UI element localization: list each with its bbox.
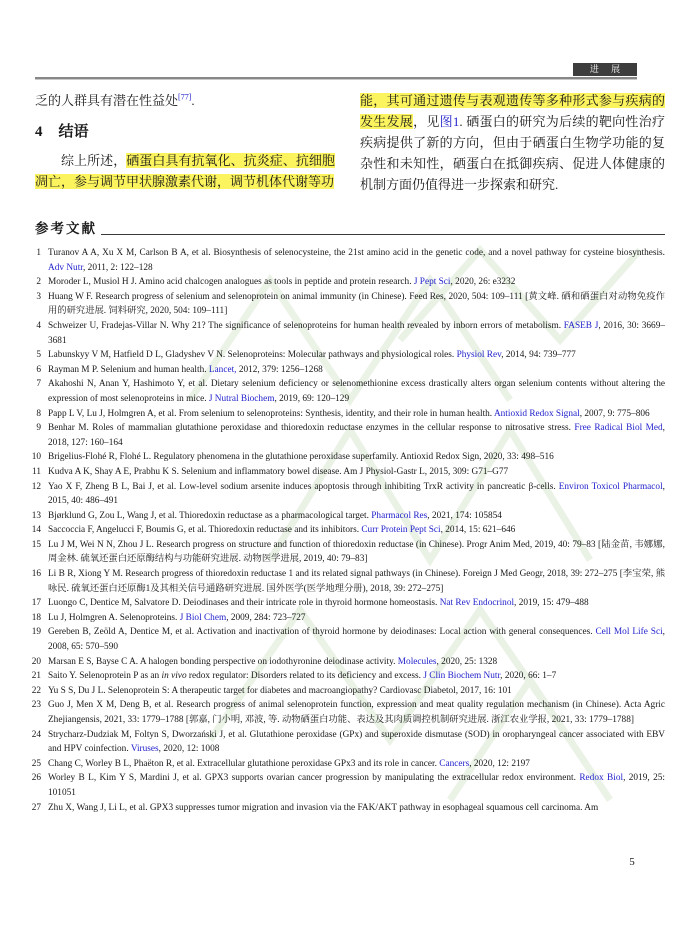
text-segment: , 2009, 284: 723–727	[226, 612, 306, 623]
reference-text	[48, 596, 665, 611]
reference-number: 11	[32, 466, 41, 477]
text-segment: , 2011, 2: 122–128	[83, 262, 153, 273]
reference-number: 20	[31, 656, 41, 667]
text-segment: Huang W F. Research progress of selenium and selenoprotein on animal immunity (in Chinese). Feed Res, 2020, 504: 109–111 [黄文峰. 硒和硒蛋白对动物免疫作用的研究进展. 饲料研究, 2020, 504: 109–111]	[48, 291, 665, 317]
text-segment: 硒蛋白具有抗氧化、抗炎症、抗细胞凋亡，参与调节甲状腺激素代谢，调节机体代谢等功	[35, 153, 335, 189]
reference-link[interactable]: Adv Nutr	[48, 262, 84, 273]
reference-number: 2	[36, 277, 41, 288]
reference-number: 18	[31, 612, 41, 623]
text-segment: , 2007, 9: 775–806	[579, 408, 650, 419]
reference-item	[28, 567, 665, 596]
text-segment: , 2015, 40: 486–491	[48, 481, 665, 507]
reference-text	[48, 377, 665, 406]
reference-text	[48, 771, 665, 800]
paragraph-continuation	[35, 90, 335, 111]
reference-number: 4	[36, 320, 41, 331]
text-segment: Saito Y. Selenoprotein P as an	[48, 671, 162, 682]
text-segment: Lu J, Holmgren A. Selenoproteins.	[48, 612, 180, 623]
reference-number: 12	[31, 481, 41, 492]
reference-text	[48, 348, 665, 363]
reference-item	[28, 523, 665, 538]
text-segment: , 2014, 15: 621–646	[440, 525, 516, 536]
text-segment: Saccoccia F, Angelucci F, Boumis G, et al. Thioredoxin reductase and its inhibitors.	[48, 525, 362, 536]
text-segment: Lu J M, Wei N N, Zhou J L. Research progress on structure and function of thioredoxin reductase (in Chinese). Progr Anim Med, 2019, 40: 79–83 [陆金苗, 韦娜娜, 周金林. 硫氧还蛋白还原酶结构与功能研究进展. 动物医学进展, 2019, 40: 79–83]	[48, 539, 665, 565]
page-number: 5	[629, 856, 635, 868]
reference-number: 1	[36, 248, 41, 258]
reference-link[interactable]: Viruses	[130, 744, 159, 755]
text-segment: Worley B L, Kim Y S, Mardini J, et al. GPX3 supports ovarian cancer progression by manipulating the extracellular redox environment.	[48, 773, 580, 784]
reference-text	[48, 407, 665, 422]
reference-text	[48, 538, 665, 567]
reference-text	[48, 480, 665, 509]
reference-item	[28, 655, 665, 670]
reference-link[interactable]: Antioxid Redox Signal	[493, 408, 580, 419]
reference-item	[28, 407, 665, 422]
reference-number: 16	[31, 569, 41, 580]
text-segment: Bjørklund G, Zou L, Wang J, et al. Thioredoxin reductase as a pharmacological target.	[48, 510, 372, 521]
references-header	[35, 217, 665, 237]
reference-text	[48, 421, 665, 450]
reference-text	[48, 319, 665, 348]
reference-number: 8	[36, 408, 41, 419]
reference-link[interactable]: J Biol Chem	[179, 612, 227, 623]
text-segment: redox regulator: Disorders related to its deficiency and excess.	[186, 671, 424, 682]
text-segment: Yu S S, Du J L. Selenoprotein S: A therapeutic target for diabetes and macroangiopathy? Cardiovasc Diabetol, 2017, 16: 101	[48, 685, 512, 696]
reference-text	[48, 363, 665, 378]
left-column	[35, 90, 335, 195]
references-section	[28, 217, 665, 815]
text-segment: Labunskyy V M, Hatfield D L, Gladyshev V N. Selenoproteins: Molecular pathways and physiological roles.	[48, 350, 457, 361]
reference-link[interactable]: Lancet,	[208, 364, 237, 375]
reference-link[interactable]: Environ Toxicol Pharmacol	[558, 481, 663, 492]
reference-link[interactable]: J Clin Biochem Nutr	[423, 671, 501, 682]
journal-column-badge: 进 展	[573, 63, 637, 76]
text-segment: ，见	[413, 114, 440, 129]
text-segment: in vivo	[161, 671, 187, 682]
reference-item	[28, 377, 665, 406]
references-list	[28, 246, 665, 815]
right-column	[360, 90, 665, 195]
citation-ref-link[interactable]: [77]	[178, 92, 192, 102]
reference-text	[48, 275, 665, 290]
reference-link[interactable]: 图1	[439, 114, 460, 129]
reference-text	[48, 509, 665, 524]
reference-link[interactable]: FASEB J	[563, 320, 599, 331]
text-segment: Schweizer U, Fradejas-Villar N. Why 21? The significance of selenoproteins for human health revealed by inborn errors of metabolism.	[48, 320, 564, 331]
text-segment: , 2016, 30: 3669–3681	[48, 320, 666, 346]
reference-item	[28, 450, 665, 465]
reference-text	[48, 523, 665, 538]
reference-text	[48, 611, 665, 626]
text-segment: Li B R, Xiong Y M. Research progress of thioredoxin reductase 1 and its related signal pathways (in Chinese). Foreign J Med Geogr, 2018, 39: 272–275 [李宝荣, 熊咏民. 硫氧还蛋白还原酶1及其相关信号通路研究进展. 国外医学(医学地理分册), 2018, 39: 272–275]	[48, 569, 665, 594]
text-segment: Papp L V, Lu J, Holmgren A, et al. From selenium to selenoproteins: Synthesis, identity, and their role in human health.	[48, 408, 494, 419]
reference-number: 21	[31, 671, 41, 682]
text-segment: Kudva A K, Shay A E, Prabhu K S. Selenium and inflammatory bowel disease. Am J Physiol-Gastr L, 2015, 309: G71–G77	[48, 466, 509, 477]
text-segment: Brigelius-Flohé R, Flohé L. Regulatory phenomena in the glutathione peroxidase superfamily. Antioxid Redox Sign, 2020, 33: 498–516	[48, 452, 554, 463]
reference-link[interactable]: Cell Mol Life Sci	[595, 627, 663, 638]
reference-number: 26	[31, 773, 41, 784]
reference-item	[28, 684, 665, 699]
text-segment: Turanov A A, Xu X M, Carlson B A, et al. Biosynthesis of selenocysteine, the 21st amino acid in the genetic code, and a novel pathway for cysteine biosynthesis.	[48, 248, 665, 258]
reference-text	[48, 698, 665, 727]
reference-number: 3	[36, 291, 41, 302]
reference-number: 19	[31, 627, 41, 638]
reference-item	[28, 757, 665, 772]
text-segment: , 2020, 12: 2197	[469, 758, 530, 769]
reference-item	[28, 728, 665, 757]
text-segment: , 2018, 127: 160–164	[48, 423, 665, 448]
reference-link[interactable]: Pharmacol Res	[371, 510, 428, 521]
reference-item	[28, 290, 665, 319]
text-segment: Moroder L, Musiol H J. Amino acid chalcogen analogues as tools in peptide and protein research.	[48, 277, 414, 288]
reference-item	[28, 611, 665, 626]
reference-link[interactable]: Curr Protein Pept Sci	[361, 525, 441, 536]
section-heading	[35, 122, 335, 143]
text-segment: , 2019, 69: 120–129	[274, 393, 350, 404]
reference-text	[48, 728, 665, 757]
conclusion-paragraph-right	[360, 90, 665, 195]
reference-link[interactable]: Molecules	[397, 656, 437, 667]
text-segment: , 2008, 65: 570–590	[48, 627, 665, 653]
reference-text	[48, 450, 665, 465]
reference-link[interactable]: J Pept Sci	[413, 277, 451, 288]
reference-item	[28, 509, 665, 524]
reference-number: 6	[36, 364, 41, 375]
reference-item	[28, 319, 665, 348]
text-segment: .	[191, 93, 195, 108]
reference-item	[28, 698, 665, 727]
reference-link[interactable]: Free Radical Biol Med	[574, 423, 663, 434]
references-title-rule	[101, 234, 665, 235]
reference-link[interactable]: Redox Biol	[579, 773, 624, 784]
reference-text	[48, 684, 665, 699]
reference-link[interactable]: J Nutral Biochem	[208, 393, 275, 404]
reference-item	[28, 246, 665, 275]
reference-text	[48, 246, 665, 275]
reference-number: 25	[31, 758, 41, 769]
reference-number: 22	[31, 685, 41, 696]
reference-number: 13	[31, 510, 41, 521]
reference-number: 5	[36, 350, 41, 361]
text-segment: , 2014, 94: 739–777	[501, 350, 576, 361]
text-segment: , 2020, 66: 1–7	[500, 671, 557, 682]
text-segment: , 2020, 26: e3232	[450, 277, 516, 288]
text-segment: . 硒蛋白的研究为后续的靶向性治疗疾病提供了新的方向，但由于硒蛋白生物学功能的复杂性和未知性，硒蛋白在抵御疾病、促进人体健康的机制方面仍值得进一步探索和研究.	[360, 114, 665, 192]
reference-item	[28, 465, 665, 480]
reference-number: 27	[31, 802, 41, 813]
reference-text	[48, 655, 665, 670]
reference-number: 7	[36, 379, 41, 390]
references-title: 参考文献	[35, 221, 97, 236]
reference-text	[48, 757, 665, 772]
text-segment: , 2021, 174: 105854	[427, 510, 502, 521]
text-segment: Zhu X, Wang J, Li L, et al. GPX3 suppresses tumor migration and invasion via the FAK/AKT pathway in esophageal squamous cell carcinoma. Am	[48, 802, 599, 813]
reference-item	[28, 480, 665, 509]
text-segment: , 2019, 15: 479–488	[514, 598, 589, 609]
text-segment: , 2019, 25: 101051	[48, 773, 665, 798]
text-segment: Marsan E S, Bayse C A. A halogen bonding perspective on iodothyronine deiodinase activity.	[48, 656, 398, 667]
text-segment: Guo J, Men X M, Deng B, et al. Research progress of animal selenoprotein function, expression and meat quality regulation mechanism (in Chinese). Acta Agric Zhejiangensis, 2021, 33: 1779–1788 [郭嘉, 门小明, 邓波, 等. 动物硒蛋白功能、表达及其肉质调控机制研究进展. 浙江农业学报, 2021, 33: 1779–1788]	[48, 700, 665, 725]
reference-link[interactable]: Cancers	[439, 758, 470, 769]
text-segment: Strycharz-Dudziak M, Foltyn S, Dworzański J, et al. Glutathione peroxidase (GPx) and superoxide dismutase (SOD) in oropharyngeal cancer associated with EBV and HPV coinfection.	[48, 729, 665, 755]
header-divider	[35, 77, 637, 80]
text-segment: Benhar M. Roles of mammalian glutathione peroxidase and thioredoxin reductase enzymes in the cellular response to nitrosative stress.	[48, 423, 575, 434]
text-segment: Luongo C, Dentice M, Salvatore D. Deiodinases and their intricate role in thyroid hormone homeostasis.	[48, 598, 440, 609]
reference-text	[48, 801, 665, 816]
reference-text	[48, 625, 665, 654]
reference-item	[28, 801, 665, 816]
reference-number: 9	[36, 423, 41, 434]
reference-item	[28, 596, 665, 611]
reference-item	[28, 771, 665, 800]
text-segment: Gereben B, Zeöld A, Dentice M, et al. Activation and inactivation of thyroid hormone by deiodinases: Local action with general consequences.	[48, 627, 596, 638]
section-title: 结语	[58, 124, 89, 140]
text-segment: Chang C, Worley B L, Phaëton R, et al. Extracellular glutathione peroxidase GPx3 and its role in cancer.	[48, 758, 440, 769]
reference-number: 23	[31, 700, 41, 711]
reference-item	[28, 348, 665, 363]
reference-item	[28, 538, 665, 567]
text-segment: , 2020, 25: 1328	[436, 656, 498, 667]
text-segment: 2012, 379: 1256–1268	[236, 364, 323, 375]
reference-text	[48, 465, 665, 480]
reference-text	[48, 290, 665, 319]
text-segment: Akahoshi N, Anan Y, Hashimoto Y, et al. Dietary selenium deficiency or selenomethionine excess drastically alters organ selenium contents without altering the expression of most selenoproteins in mice.	[48, 379, 665, 404]
text-segment: 能，其可通过遗传与表观遗传等多种形式参与疾病的发生发展	[360, 93, 665, 129]
reference-number: 14	[31, 525, 41, 536]
reference-text	[48, 669, 665, 684]
reference-item	[28, 275, 665, 290]
reference-item	[28, 421, 665, 450]
reference-link[interactable]: Nat Rev Endocrinol	[439, 598, 515, 609]
section-number: 4	[35, 124, 43, 140]
text-segment: 乏的人群具有潜在性益处	[35, 93, 179, 108]
text-segment: , 2020, 12: 1008	[158, 744, 220, 755]
reference-item	[28, 363, 665, 378]
reference-item	[28, 669, 665, 684]
reference-link[interactable]: Physiol Rev	[456, 350, 502, 361]
intro-columns	[35, 90, 665, 195]
reference-text	[48, 567, 665, 596]
text-segment: 综上所述，	[61, 153, 127, 168]
conclusion-paragraph-left	[35, 150, 335, 192]
text-segment: Rayman M P. Selenium and human health.	[48, 364, 209, 375]
text-segment: Yao X F, Zheng B L, Bai J, et al. Low-level sodium arsenite induces apoptosis through inhibiting TrxR activity in pancreatic β-cells.	[48, 481, 559, 492]
reference-number: 15	[31, 539, 41, 550]
reference-item	[28, 625, 665, 654]
reference-number: 17	[31, 598, 41, 609]
reference-number: 10	[31, 452, 41, 463]
reference-number: 24	[31, 729, 41, 740]
